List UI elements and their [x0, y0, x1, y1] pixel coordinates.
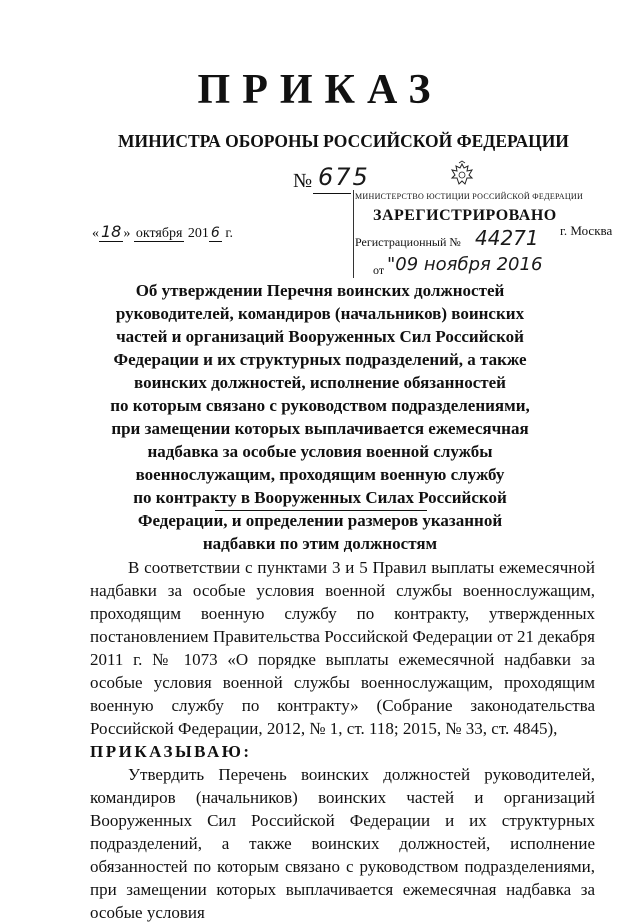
heading-line: воинских должностей, исполнение обязанностей — [134, 373, 506, 392]
date-year-suffix: 6 — [210, 225, 220, 241]
order-directive: ПРИКАЗЫВАЮ: — [90, 742, 252, 761]
heading-line: Федерации, и определении размеров указанной — [137, 511, 503, 530]
body-paragraph-2: Утвердить Перечень воинских должностей руководителей, командиров (начальников) воинских частей и организаций Вооруженных Сил Российской Федерации и их структурных подразделений, а также воинских должностей, исполнение обязанностей по которым связано с руководством подразделениями, при замещении которых выплачивается ежемесячная надбавка за особые условия — [90, 765, 595, 922]
stamp-reg-number-label: Регистрационный № — [355, 235, 461, 249]
stamp-date-label: от — [373, 263, 385, 277]
date-close-quote: » — [123, 226, 131, 241]
stamp-organization: МИНИСТЕРСТВО ЮСТИЦИИ РОССИЙСКОЙ ФЕДЕРАЦИИ — [355, 192, 584, 201]
heading-underline — [215, 510, 427, 511]
heading-line: надбавка за особые условия военной службы — [147, 442, 493, 461]
date-open-quote: « — [92, 226, 99, 241]
document-title: ПРИКАЗ — [197, 67, 443, 113]
heading-line: по которым связано с руководством подразделениями, — [110, 396, 530, 415]
stamp-date-value: "09 ноября 2016 — [387, 254, 543, 275]
heading-line: по контракту в Вооруженных Силах Российской — [133, 488, 507, 507]
stamp-registered: ЗАРЕГИСТРИРОВАНО — [373, 207, 557, 224]
heading-line: Федерации и их структурных подразделений, а также — [113, 350, 527, 369]
date-year-prefix: 201 — [187, 226, 209, 241]
order-body — [90, 556, 595, 924]
stamp-reg-number: 44271 — [475, 226, 539, 250]
heading-line: руководителей, командиров (начальников) воинских — [115, 304, 525, 323]
date-day: 18 — [101, 222, 122, 241]
order-heading — [80, 279, 560, 555]
heading-line: Об утверждении Перечня воинских должностей — [135, 281, 505, 300]
heading-line: надбавки по этим должностям — [202, 534, 438, 553]
stamp-frame-line — [353, 190, 360, 278]
order-city: г. Москва — [560, 223, 613, 238]
order-number-label: № — [293, 170, 313, 192]
order-number-underline — [313, 193, 351, 194]
date-year-unit: г. — [225, 226, 234, 241]
order-number-value: 675 — [318, 163, 370, 191]
body-paragraph-1: В соответствии с пунктами 3 и 5 Правил выплаты ежемесячной надбавки за особые условия военной службы военнослужащим, проходящим военную службу по контракту, утвержденных постановлением Правительства Российской Федерации от 21 декабря 2011 г. № 1073 «О порядке выплаты ежемесячной надбавки за особые условия военной службы военнослужащим, проходящим военную службу по контракту» (Собрание законодательства Российской Федерации, 2012, № 1, ст. 118; 2015, № 33, ст. 4845), — [90, 558, 595, 738]
heading-line: частей и организаций Вооруженных Сил Российской — [116, 327, 524, 346]
document-subtitle: МИНИСТРА ОБОРОНЫ РОССИЙСКОЙ ФЕДЕРАЦИИ — [118, 131, 569, 151]
registration-stamp — [355, 160, 584, 280]
heading-line: военнослужащим, проходящим военную службу — [135, 465, 505, 484]
heading-line: при замещении которых выплачивается ежемесячная — [111, 419, 529, 438]
order-date — [92, 222, 233, 242]
double-headed-eagle-emblem-icon — [447, 160, 477, 190]
date-month: октября — [135, 226, 183, 241]
